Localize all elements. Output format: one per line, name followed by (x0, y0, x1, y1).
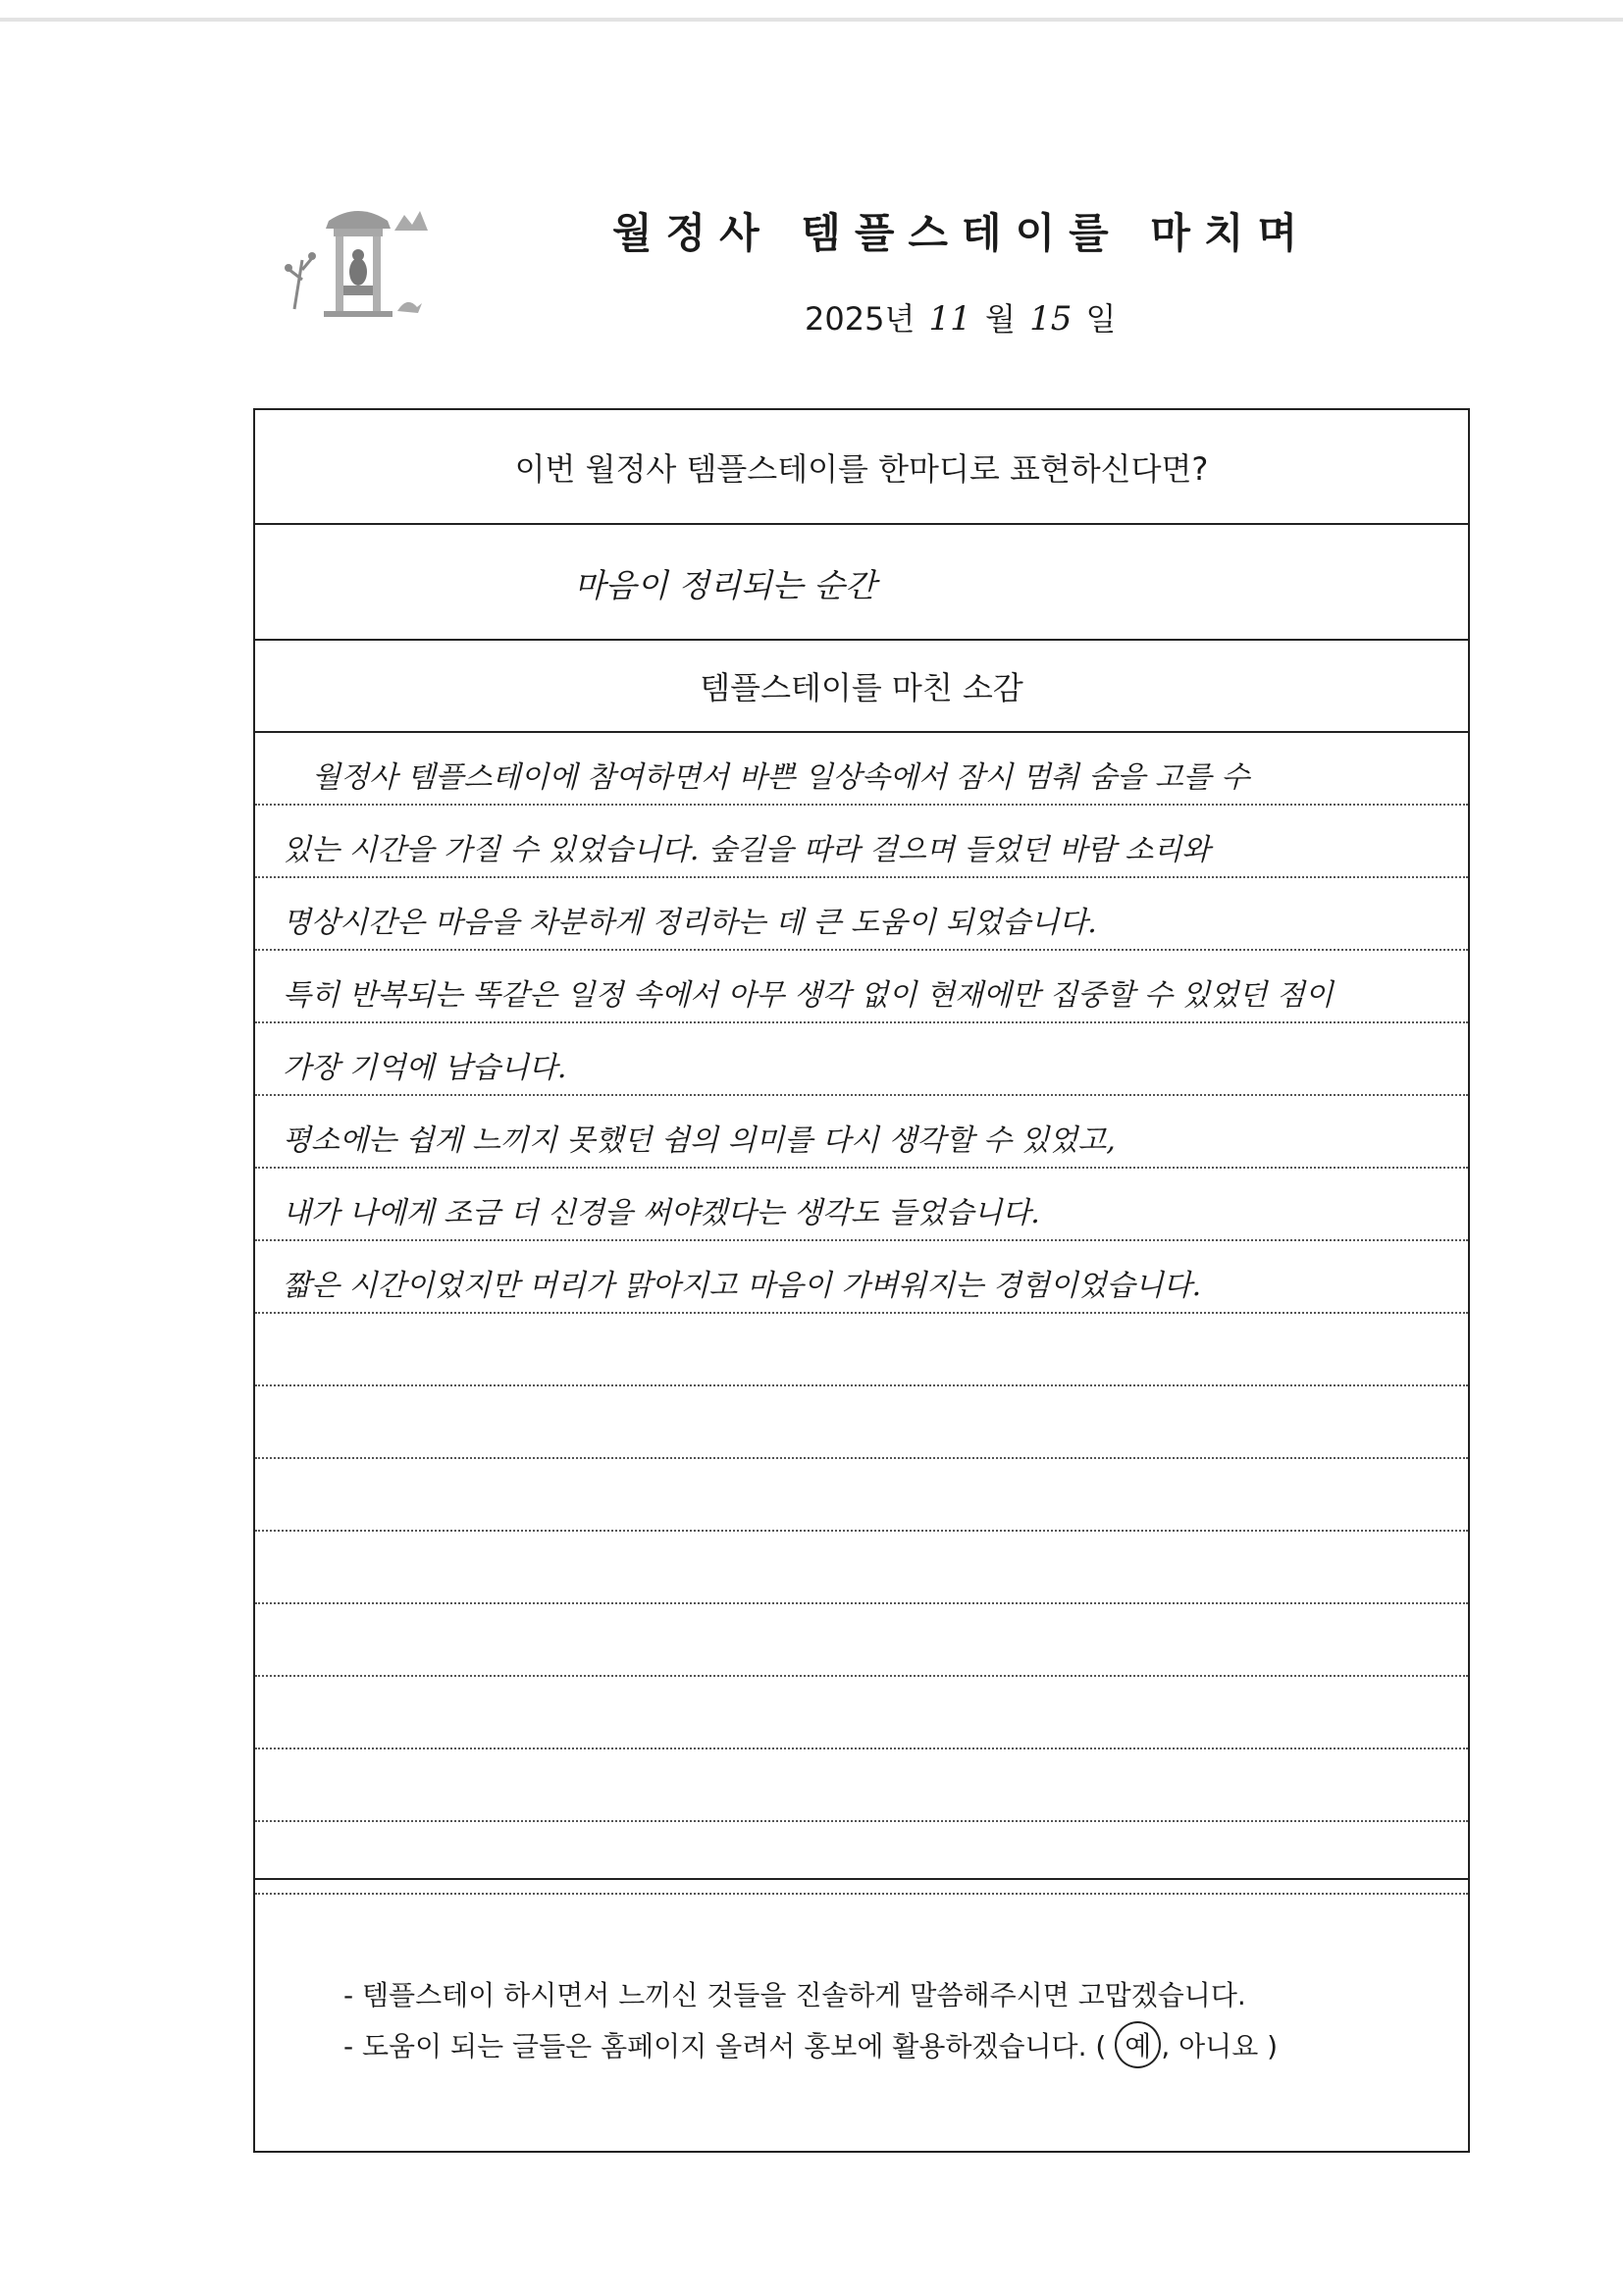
footer-note-2 (343, 2021, 1278, 2068)
ruled-line (255, 1386, 1468, 1459)
date-day: 15 (1029, 299, 1073, 339)
temple-logo-icon (275, 201, 442, 329)
question-text: 이번 월정사 템플스테이를 한마디로 표현하신다면? (514, 449, 1209, 488)
handwritten-line: 평소에는 쉽게 느끼지 못했던 쉼의 의미를 다시 생각할 수 있었고, (283, 1123, 1116, 1158)
ruled-line (255, 1749, 1468, 1822)
date-line (805, 294, 1116, 339)
handwritten-line: 있는 시간을 가질 수 있었습니다. 숲길을 따라 걸으며 들었던 바람 소리와 (283, 833, 1211, 867)
impressions-header-row (255, 641, 1468, 733)
handwritten-line: 특히 반복되는 똑같은 일정 속에서 아무 생각 없이 현재에만 집중할 수 있었던 점이 (283, 978, 1334, 1013)
ruled-line (255, 733, 1468, 806)
option-separator: , (1161, 2030, 1171, 2062)
ruled-line (255, 1677, 1468, 1749)
ruled-line (255, 1532, 1468, 1604)
ruled-line (255, 1604, 1468, 1677)
page-title: 월정사 템플스테이를 마치며 (611, 209, 1312, 257)
scan-edge (0, 18, 1623, 22)
ruled-line (255, 1169, 1468, 1241)
answer-text: 마음이 정리되는 순간 (574, 566, 876, 604)
ruled-line (255, 806, 1468, 878)
footer-note-1: - 템플스테이 하시면서 느끼신 것들을 진솔하게 말씀해주시면 고맙겠습니다. (343, 1979, 1246, 2011)
form-footer (255, 1878, 1468, 2153)
date-month-suffix: 월 (984, 300, 1016, 338)
ruled-line (255, 1023, 1468, 1096)
handwritten-line: 짧은 시간이었지만 머리가 맑아지고 마음이 가벼워지는 경험이었습니다. (283, 1269, 1202, 1303)
handwritten-line: 가장 기억에 남습니다. (283, 1051, 567, 1085)
handwritten-line: 명상시간은 마음을 차분하게 정리하는 데 큰 도움이 되었습니다. (283, 906, 1097, 940)
date-year: 2025년 (805, 300, 916, 338)
date-month: 11 (928, 299, 971, 339)
ruled-line (255, 1459, 1468, 1532)
option-no[interactable]: 아니요 ) (1178, 2030, 1279, 2062)
date-day-suffix: 일 (1085, 300, 1117, 338)
handwritten-line: 내가 나에게 조금 더 신경을 써야겠다는 생각도 들었습니다. (283, 1196, 1040, 1230)
ruled-line (255, 951, 1468, 1023)
question-row (255, 410, 1468, 525)
impressions-header: 템플스테이를 마친 소감 (700, 669, 1023, 706)
ruled-line (255, 1096, 1468, 1169)
answer-row (255, 525, 1468, 641)
option-yes-circled[interactable]: 예 (1115, 2021, 1161, 2068)
handwritten-line: 월정사 템플스테이에 참여하면서 바쁜 일상속에서 잠시 멈춰 숨을 고를 수 (312, 760, 1250, 795)
ruled-line (255, 1314, 1468, 1386)
ruled-line (255, 878, 1468, 951)
ruled-line (255, 1241, 1468, 1314)
footer-note-2-text: - 도움이 되는 글들은 홈페이지 올려서 홍보에 활용하겠습니다. ( (343, 2030, 1107, 2062)
survey-form (253, 408, 1470, 2153)
